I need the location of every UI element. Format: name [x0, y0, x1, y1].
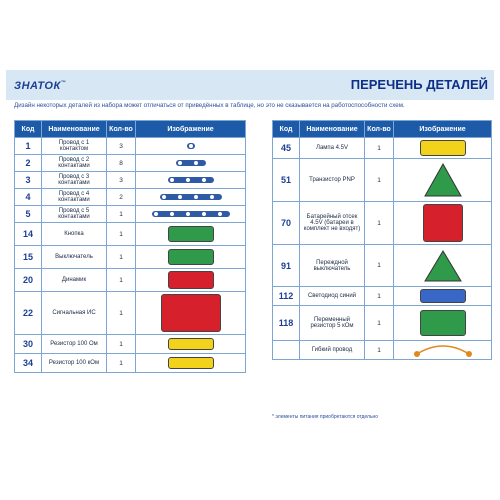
- part-code: 4: [15, 189, 42, 206]
- part-quantity: 1: [365, 341, 394, 360]
- part-name: Выключатель: [42, 246, 107, 269]
- part-quantity: 1: [365, 306, 394, 341]
- part-name: Провод с 2 контактами: [42, 155, 107, 172]
- part-code: 51: [273, 159, 300, 202]
- page-subtitle: Дизайн некоторых деталей из набора может отличаться от приведённых в таблице, но это не сказывается на работоспособности схем.: [14, 102, 405, 109]
- part-quantity: 1: [107, 292, 136, 335]
- part-code: 20: [15, 269, 42, 292]
- part-name: Лампа 4.5V: [300, 138, 365, 159]
- flex-wire-icon: [413, 342, 473, 358]
- part-code: 22: [15, 292, 42, 335]
- part-quantity: 2: [107, 189, 136, 206]
- table-row: [15, 155, 246, 172]
- part-code: [273, 341, 300, 360]
- part-name: Переждной выключатель: [300, 245, 365, 287]
- part-quantity: 1: [107, 246, 136, 269]
- table-row: [15, 172, 246, 189]
- brand-logo: ЗНАТОК™: [14, 80, 67, 92]
- part-code: 14: [15, 223, 42, 246]
- part-image: [136, 246, 246, 269]
- part-name: Кнопка: [42, 223, 107, 246]
- col-code: Код: [15, 121, 42, 138]
- part-image: [136, 292, 246, 335]
- part-code: 118: [273, 306, 300, 341]
- table-row: [15, 269, 246, 292]
- ic-icon: [161, 294, 221, 332]
- led-icon: [420, 289, 466, 303]
- wire-2-icon: [176, 160, 206, 166]
- part-quantity: 1: [365, 159, 394, 202]
- part-name: Провод с 3 контактами: [42, 172, 107, 189]
- table-row: [273, 202, 492, 245]
- part-code: 5: [15, 206, 42, 223]
- switch-icon: [168, 249, 214, 265]
- part-quantity: 1: [107, 335, 136, 354]
- part-quantity: 1: [107, 223, 136, 246]
- part-code: 45: [273, 138, 300, 159]
- part-image: [394, 341, 492, 360]
- part-name: Резистор 100 Ом: [42, 335, 107, 354]
- part-name: Гибкий провод: [300, 341, 365, 360]
- part-name: Сигнальная ИС: [42, 292, 107, 335]
- part-code: 34: [15, 354, 42, 373]
- part-image: [394, 287, 492, 306]
- part-quantity: 1: [107, 354, 136, 373]
- button-icon: [168, 226, 214, 242]
- part-quantity: 1: [365, 245, 394, 287]
- part-quantity: 1: [365, 202, 394, 245]
- battery-icon: [423, 204, 463, 242]
- table-row: [15, 189, 246, 206]
- part-name: Светодиод синий: [300, 287, 365, 306]
- part-name: Транзистор PNP: [300, 159, 365, 202]
- part-image: [136, 335, 246, 354]
- part-quantity: 1: [365, 287, 394, 306]
- part-code: 15: [15, 246, 42, 269]
- table-row: [273, 159, 492, 202]
- part-image: [136, 138, 246, 155]
- table-row: [273, 306, 492, 341]
- table-row: [15, 223, 246, 246]
- part-name: Провод с 1 контактом: [42, 138, 107, 155]
- part-image: [394, 245, 492, 287]
- part-name: Переменный резистор 5 кОм: [300, 306, 365, 341]
- table-row: [273, 245, 492, 287]
- part-image: [394, 138, 492, 159]
- part-image: [394, 202, 492, 245]
- part-code: 70: [273, 202, 300, 245]
- resistor-icon: [168, 338, 214, 350]
- part-image: [136, 354, 246, 373]
- part-image: [136, 223, 246, 246]
- part-image: [136, 155, 246, 172]
- table-row: [15, 138, 246, 155]
- table-row: [273, 287, 492, 306]
- wire-4-icon: [160, 194, 222, 200]
- col-qty: Кол-во: [365, 121, 394, 138]
- col-name: Наименование: [300, 121, 365, 138]
- part-quantity: 1: [365, 138, 394, 159]
- part-image: [136, 206, 246, 223]
- parts-table-left: [14, 120, 246, 373]
- table-row: [15, 292, 246, 335]
- transistor-icon: [423, 162, 463, 198]
- col-image: Изображение: [394, 121, 492, 138]
- part-quantity: 1: [107, 269, 136, 292]
- footnote: * элементы питания приобретаются отдельно: [272, 414, 379, 420]
- parts-table-right: [272, 120, 492, 360]
- part-code: 3: [15, 172, 42, 189]
- col-name: Наименование: [42, 121, 107, 138]
- part-quantity: 3: [107, 172, 136, 189]
- part-quantity: 3: [107, 138, 136, 155]
- part-name: Провод с 4 контактами: [42, 189, 107, 206]
- part-image: [136, 269, 246, 292]
- part-image: [394, 306, 492, 341]
- part-code: 30: [15, 335, 42, 354]
- page-title: ПЕРЕЧЕНЬ ДЕТАЛЕЙ: [350, 77, 488, 92]
- lamp-icon: [420, 140, 466, 156]
- part-image: [136, 172, 246, 189]
- part-name: Динамик: [42, 269, 107, 292]
- part-code: 91: [273, 245, 300, 287]
- table-row: [15, 246, 246, 269]
- resistor-icon: [168, 357, 214, 369]
- part-image: [394, 159, 492, 202]
- part-name: Резистор 100 кОм: [42, 354, 107, 373]
- table-row: [273, 341, 492, 360]
- col-image: Изображение: [136, 121, 246, 138]
- table-row: [273, 138, 492, 159]
- potentiometer-icon: [420, 310, 466, 336]
- wire-3-icon: [168, 177, 214, 183]
- part-image: [136, 189, 246, 206]
- wire-5-icon: [152, 211, 230, 217]
- col-qty: Кол-во: [107, 121, 136, 138]
- part-quantity: 8: [107, 155, 136, 172]
- col-code: Код: [273, 121, 300, 138]
- part-name: Провод с 5 контактами: [42, 206, 107, 223]
- table-row: [15, 206, 246, 223]
- wire-1-icon: [187, 143, 195, 149]
- part-name: Батарейный отсек 4.5V (батареи в комплект не входят): [300, 202, 365, 245]
- part-code: 2: [15, 155, 42, 172]
- toggle-switch-icon: [423, 249, 463, 283]
- part-code: 1: [15, 138, 42, 155]
- table-row: [15, 354, 246, 373]
- part-code: 112: [273, 287, 300, 306]
- part-quantity: 1: [107, 206, 136, 223]
- speaker-icon: [168, 271, 214, 289]
- table-row: [15, 335, 246, 354]
